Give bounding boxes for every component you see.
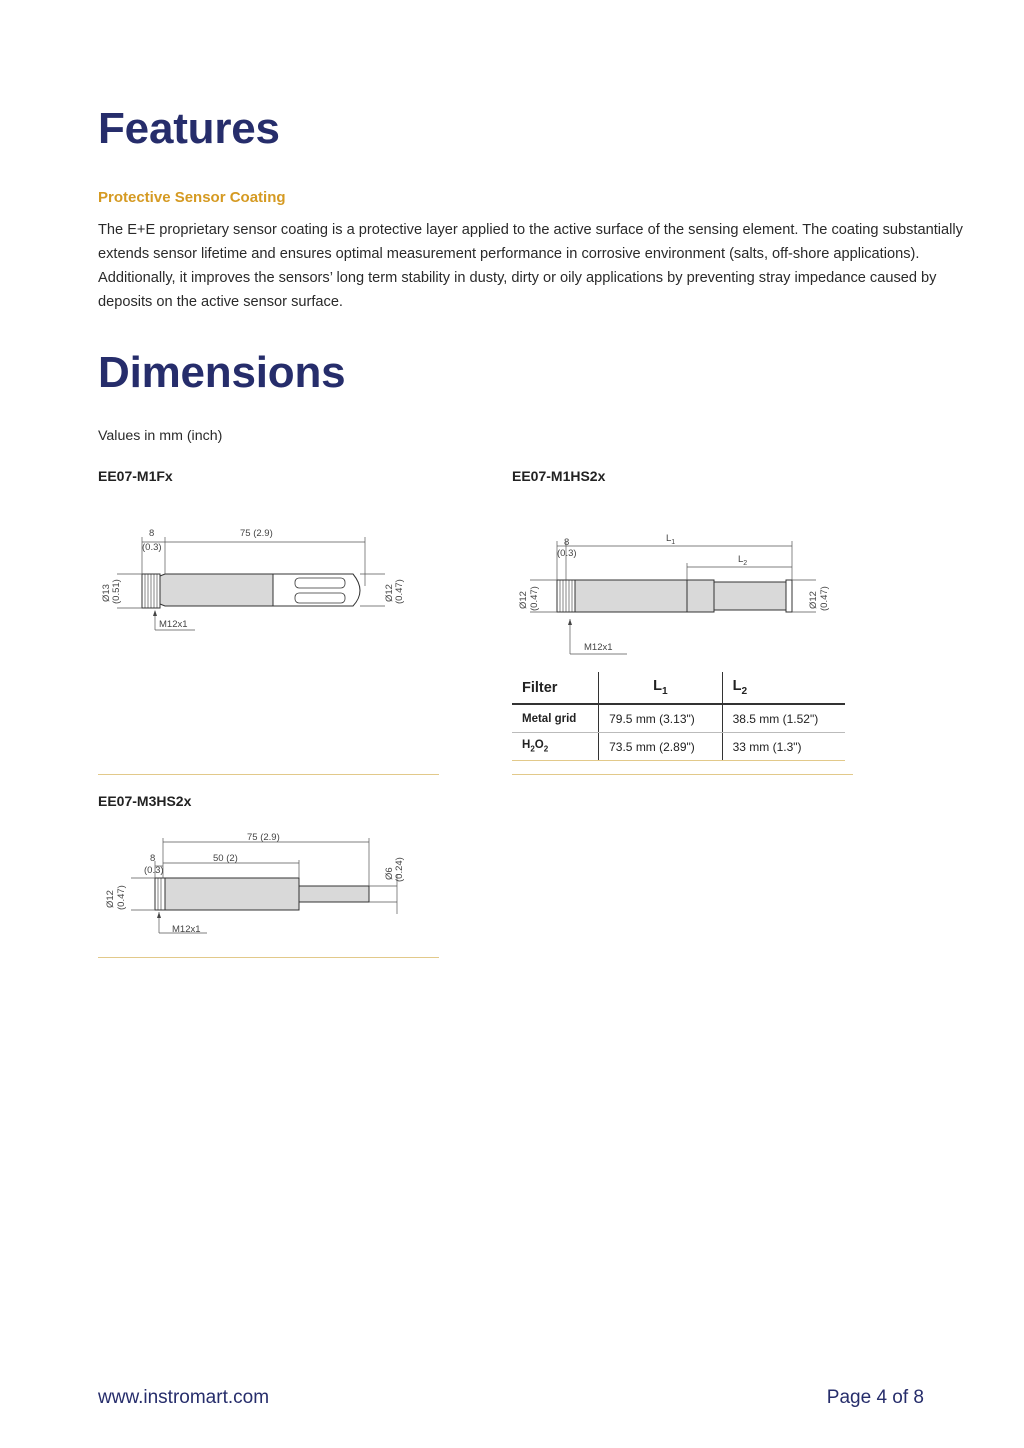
m1fx-dim-thread-len-in: (0.3) xyxy=(142,542,162,553)
table-header-filter: Filter xyxy=(512,672,599,704)
m1hs2x-dim-l1: L xyxy=(666,533,672,544)
m1hs2x-dim-thread-len-in: (0.3) xyxy=(557,548,577,559)
table-cell-filter: $H_2O_2$ xyxy=(512,733,599,761)
m1hs2x-dim-thread-len: 8 xyxy=(564,537,570,548)
units-note: Values in mm (inch) xyxy=(98,428,223,444)
m3hs2x-dim-total: 75 (2.9) xyxy=(247,832,280,843)
table-row xyxy=(512,704,845,733)
table-header-l1: $L_1$ xyxy=(599,672,722,704)
m3hs2x-dim-dia-body-in: (0.47) xyxy=(116,885,127,910)
filter-length-table xyxy=(512,672,845,761)
m1hs2x-probe-outline xyxy=(557,580,792,612)
m3hs2x-probe-outline xyxy=(155,878,369,910)
m1hs2x-thread-label: M12x1 xyxy=(584,642,613,653)
m1hs2x-separator xyxy=(512,774,853,775)
m1fx-separator xyxy=(98,774,439,775)
table-cell-l1: 73.5 mm (2.89") xyxy=(599,733,722,761)
table-header-row xyxy=(512,672,845,704)
m1fx-dim-dia-body-in: (0.51) xyxy=(111,579,122,604)
m1hs2x-dim-dia-left: Ø12 xyxy=(518,591,529,609)
m1fx-dim-total: 75 (2.9) xyxy=(240,528,273,539)
coating-paragraph: The E+E proprietary sensor coating is a protective layer applied to the active surface of the sensing element. The coating substantially extends sensor lifetime and ensures optimal measurement performance in corrosive environment (salts, off-shore applications). Additionally, it improves the sensors’ long term stability in dusty, dirty or oily applications by preventing stray impedance caused by deposits on the active sensor surface. xyxy=(98,222,963,310)
m1hs2x-dim-l2-sub: 2 xyxy=(743,560,748,567)
m1fx-dim-dia-tip-in: (0.47) xyxy=(394,579,405,604)
dimensions-heading: Dimensions xyxy=(98,348,346,397)
m1hs2x-dim-dia-right: Ø12 xyxy=(808,591,819,609)
m1fx-probe-outline xyxy=(142,574,360,608)
m3hs2x-dim-body: 50 (2) xyxy=(213,853,238,864)
m1hs2x-dim-dia-left-in: (0.47) xyxy=(529,586,540,611)
m3hs2x-dim-thread-len-in: (0.3) xyxy=(144,865,164,876)
m3hs2x-thread-label: M12x1 xyxy=(172,924,201,935)
footer-website-link[interactable]: www.instromart.com xyxy=(98,1387,270,1408)
m1fx-dimension-drawing xyxy=(95,520,435,640)
m3hs2x-separator xyxy=(98,957,439,958)
table-row xyxy=(512,733,845,761)
footer-page-number: Page 4 of 8 xyxy=(826,1387,924,1408)
svg-text:L2 xyxy=(738,554,747,567)
m1hs2x-dim-dia-right-in: (0.47) xyxy=(819,586,830,611)
m1fx-thread-label: M12x1 xyxy=(159,619,188,630)
model-m3hs2x-title: EE07-M3HS2x xyxy=(98,793,192,809)
svg-text:L1 xyxy=(666,533,675,546)
m3hs2x-dim-dia-tip-in: (0.24) xyxy=(394,857,405,882)
table-cell-l1: 79.5 mm (3.13") xyxy=(599,704,722,733)
table-header-l2: $L_2$ xyxy=(722,672,845,704)
m1fx-dim-dia-body: Ø13 xyxy=(101,584,112,602)
features-heading: Features xyxy=(98,104,280,153)
m1hs2x-dimension-drawing xyxy=(510,525,850,655)
m3hs2x-dim-dia-tip: Ø6 xyxy=(384,867,395,880)
m3hs2x-dim-dia-body: Ø12 xyxy=(105,890,116,908)
m1fx-dim-thread-len: 8 xyxy=(149,528,155,539)
m1fx-dim-dia-tip: Ø12 xyxy=(384,584,395,602)
table-cell-l2: 33 mm (1.3") xyxy=(722,733,845,761)
m3hs2x-dimension-drawing xyxy=(95,828,435,948)
table-cell-filter: Metal grid xyxy=(512,704,599,733)
coating-subheading: Protective Sensor Coating xyxy=(98,189,286,206)
table-cell-l2: 38.5 mm (1.52") xyxy=(722,704,845,733)
m1hs2x-dim-l1-sub: 1 xyxy=(671,539,676,546)
model-m1hs2x-title: EE07-M1HS2x xyxy=(512,468,606,484)
m3hs2x-dim-thread-len: 8 xyxy=(150,853,156,864)
model-m1fx-title: EE07-M1Fx xyxy=(98,468,173,484)
m1hs2x-dim-l2: L xyxy=(738,554,744,565)
